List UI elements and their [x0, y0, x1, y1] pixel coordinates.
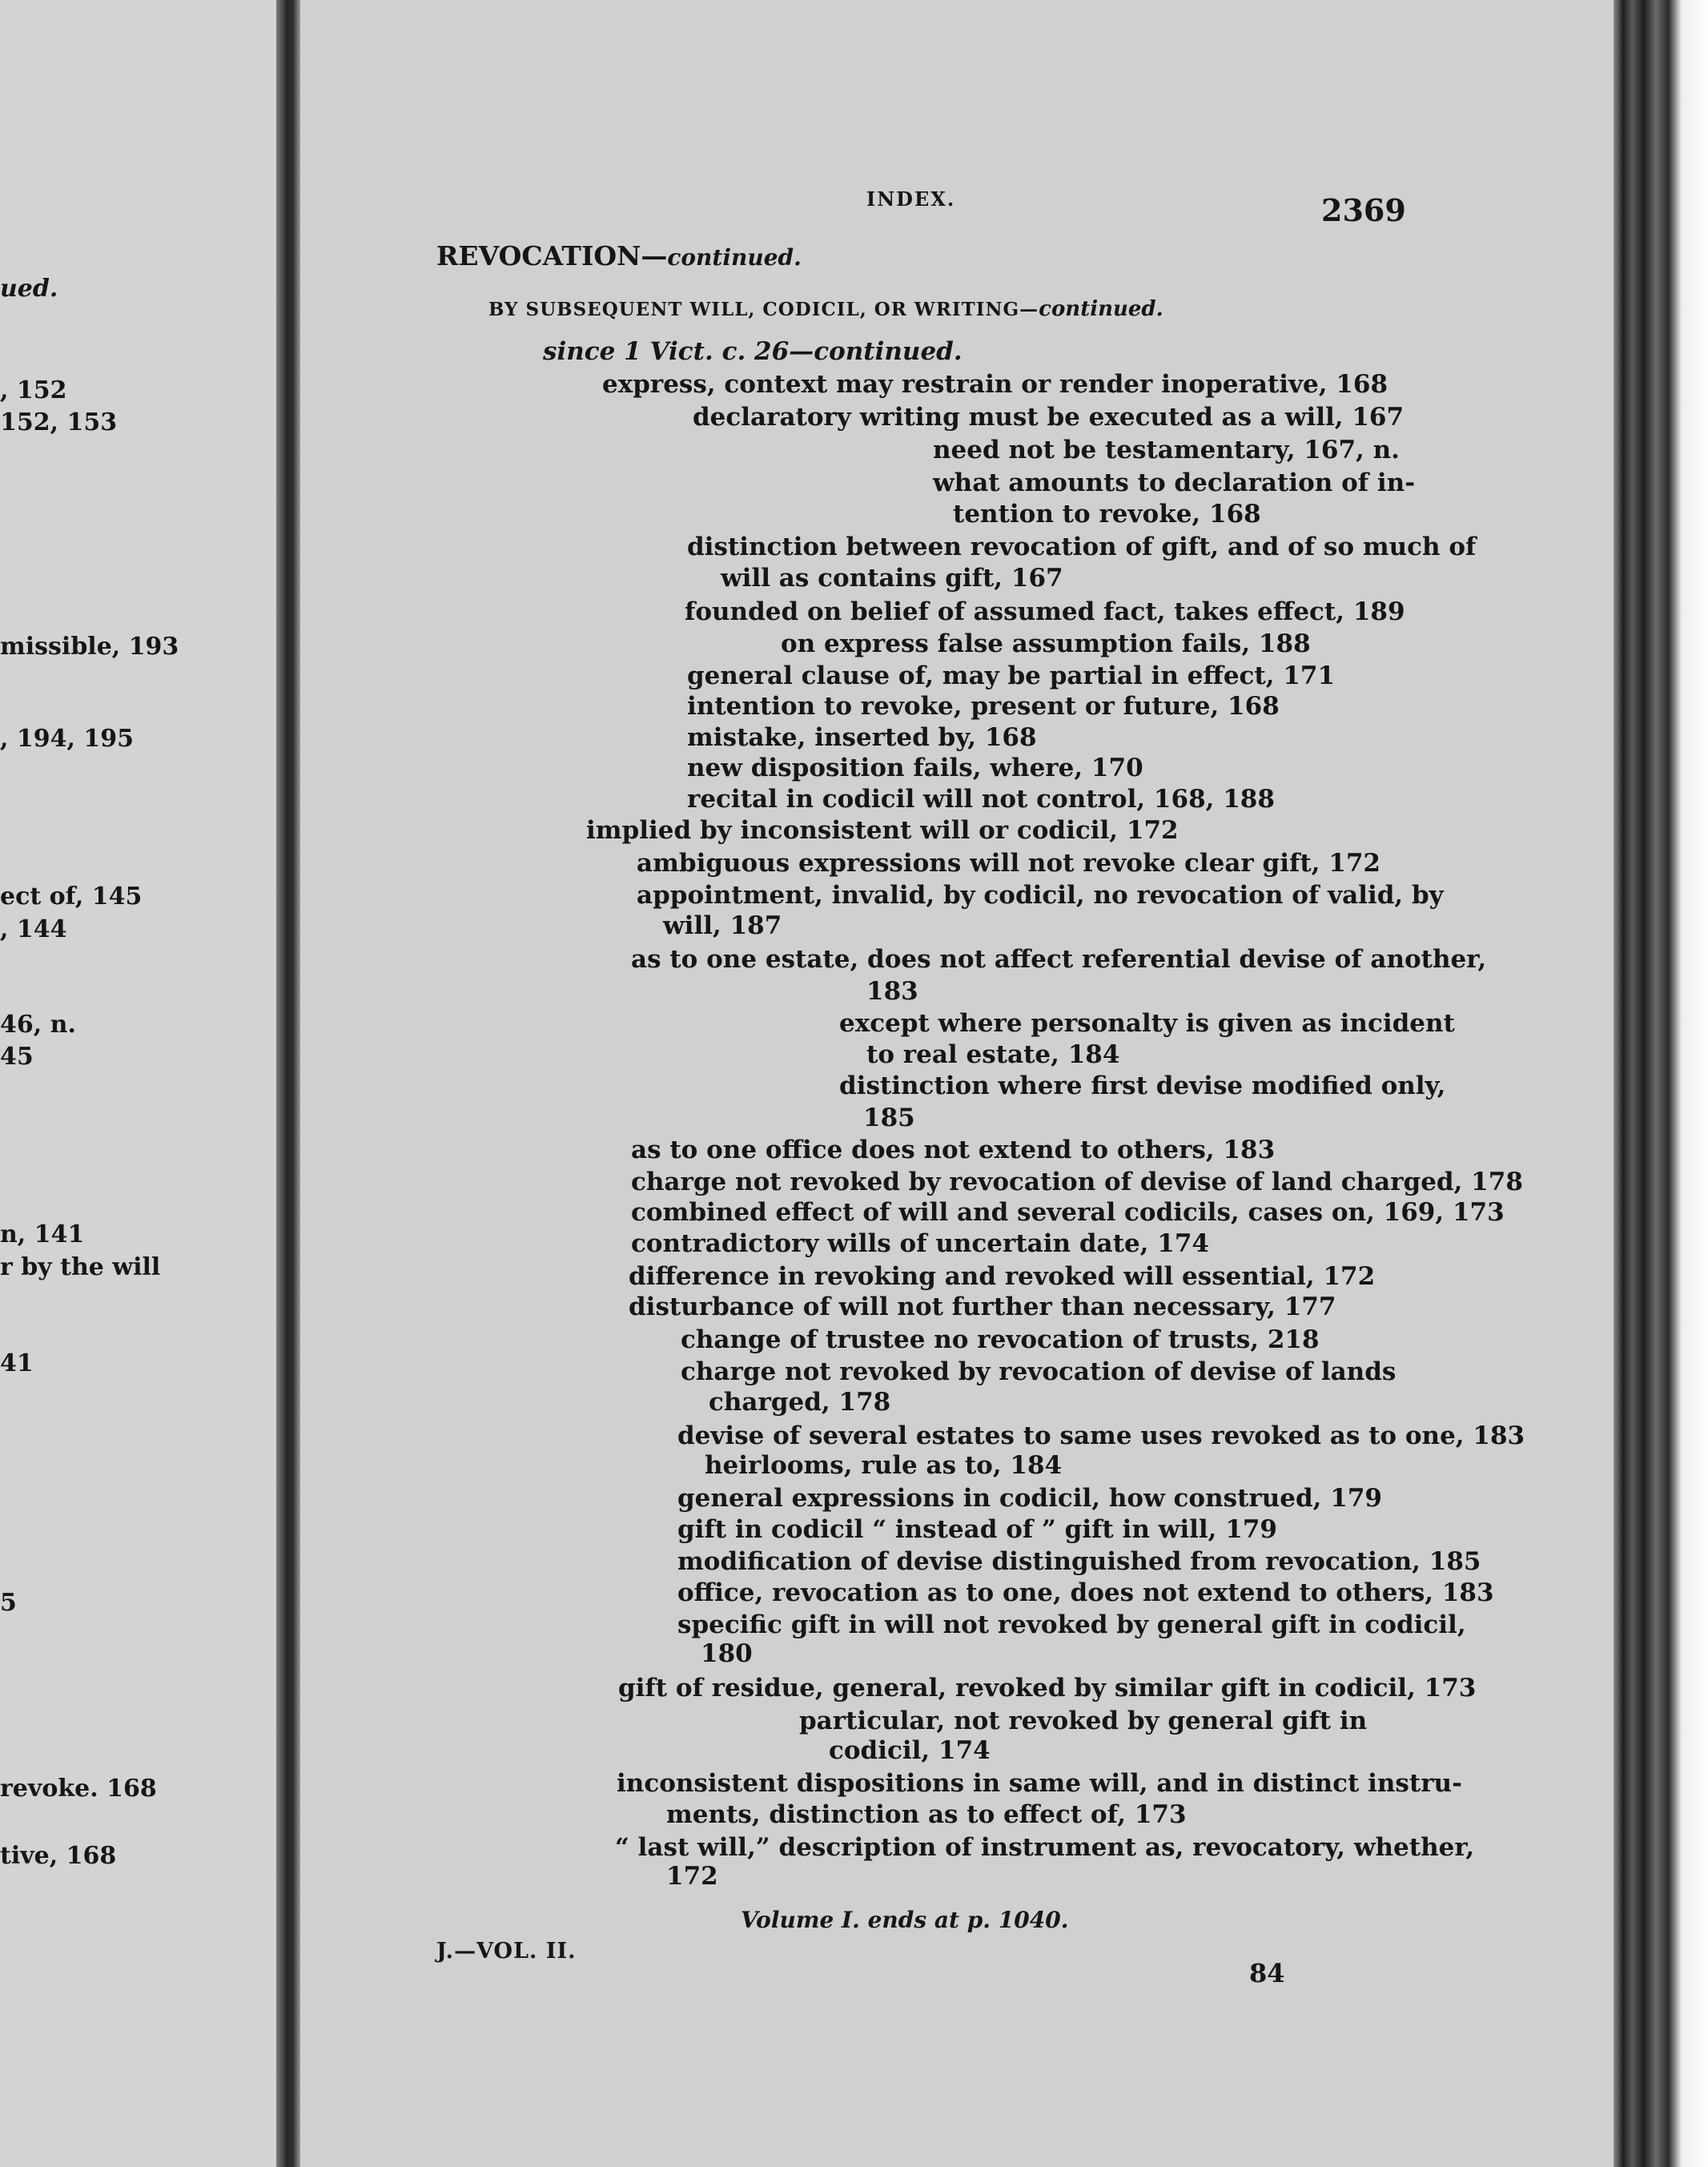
- index-entry: modification of devise distinguished from revocation, 185: [677, 1547, 1481, 1576]
- facing-page-fragment: ect of, 145: [0, 882, 143, 911]
- index-entry: appointment, invalid, by codicil, no revocation of valid, by: [637, 881, 1444, 910]
- index-entry: change of trustee no revocation of trusts, 218: [681, 1325, 1320, 1354]
- index-entry: specific gift in will not revoked by general gift in codicil,: [677, 1610, 1466, 1639]
- index-entry: mistake, inserted by, 168: [687, 723, 1037, 752]
- index-entry: devise of several estates to same uses revoked as to one, 183: [677, 1421, 1525, 1450]
- index-entry: will, 187: [663, 911, 782, 940]
- index-entry: founded on belief of assumed fact, takes effect, 189: [685, 597, 1405, 626]
- subheading-term: BY SUBSEQUENT WILL, CODICIL, OR WRITING—: [488, 299, 1039, 320]
- index-entry: declaratory writing must be executed as a will, 167: [693, 403, 1405, 432]
- index-entry: disturbance of will not further than necessary, 177: [629, 1293, 1336, 1321]
- heading-term: REVOCATION—: [436, 240, 668, 271]
- index-entry: general expressions in codicil, how construed, 179: [677, 1484, 1382, 1513]
- volume-note: Volume I. ends at p. 1040.: [741, 1907, 1069, 1933]
- index-entry: new disposition fails, where, 170: [687, 754, 1143, 782]
- index-entry: tention to revoke, 168: [953, 500, 1261, 529]
- facing-page-fragment: , 194, 195: [0, 725, 135, 753]
- facing-page-fragment: 5: [0, 1589, 17, 1617]
- facing-page-fragment: revoke. 168: [0, 1775, 157, 1803]
- index-entry: as to one estate, does not affect referential devise of another,: [631, 945, 1487, 974]
- page-edge-shadow: [1614, 0, 1708, 2167]
- index-entry: 172: [666, 1862, 718, 1891]
- index-entry: codicil, 174: [829, 1736, 991, 1765]
- index-entry: except where personalty is given as incident: [839, 1009, 1455, 1038]
- index-entry: distinction where first devise modified only,: [839, 1071, 1446, 1100]
- heading-continued: continued.: [667, 244, 802, 271]
- index-entry: ments, distinction as to effect of, 173: [666, 1800, 1187, 1829]
- index-entry: as to one office does not extend to others, 183: [631, 1136, 1276, 1164]
- since-continued: continued.: [814, 337, 963, 366]
- index-entry: on express false assumption fails, 188: [781, 629, 1311, 658]
- index-entry: to real estate, 184: [866, 1040, 1120, 1069]
- index-entry: general clause of, may be partial in effect, 171: [687, 661, 1336, 690]
- index-entry: charged, 178: [709, 1388, 891, 1417]
- signature-mark: J.—VOL. II.: [436, 1939, 577, 1964]
- index-entry: express, context may restrain or render inoperative, 168: [602, 370, 1389, 399]
- index-entry: heirlooms, rule as to, 184: [705, 1451, 1063, 1480]
- running-head: INDEX.: [866, 187, 956, 211]
- facing-page-fragment: r by the will: [0, 1253, 161, 1281]
- facing-page-fragment: tive, 168: [0, 1842, 117, 1870]
- index-entry: “ last will,” description of instrument as, revocatory, whether,: [615, 1833, 1475, 1862]
- index-entry: need not be testamentary, 167, n.: [933, 436, 1400, 464]
- index-entry: recital in codicil will not control, 168, 188: [687, 785, 1275, 814]
- index-entry: difference in revoking and revoked will essential, 172: [629, 1262, 1376, 1291]
- index-entry: inconsistent dispositions in same will, and in distinct instru-: [617, 1769, 1462, 1798]
- index-entry: 185: [863, 1104, 915, 1132]
- index-entry: 180: [701, 1639, 753, 1668]
- subheading-continued: continued.: [1039, 297, 1163, 321]
- facing-page-fragment: , 152: [0, 376, 67, 404]
- facing-page-fragment: missible, 193: [0, 633, 179, 661]
- index-heading: [436, 240, 802, 271]
- index-entry: contradictory wills of uncertain date, 174: [631, 1229, 1209, 1258]
- index-entry: ambiguous expressions will not revoke clear gift, 172: [637, 849, 1380, 878]
- facing-page-fragment: ued.: [0, 275, 58, 303]
- facing-page-fragment: n, 141: [0, 1220, 85, 1248]
- index-entry: gift of residue, general, revoked by similar gift in codicil, 173: [618, 1674, 1477, 1703]
- index-subsubheading: [543, 337, 963, 366]
- facing-page-fragment: , 144: [0, 915, 67, 943]
- index-entry: charge not revoked by revocation of devise of land charged, 178: [631, 1168, 1523, 1196]
- index-entry: what amounts to declaration of in-: [933, 468, 1416, 497]
- facing-page-fragment: 45: [0, 1043, 34, 1071]
- facing-page-edge: [0, 0, 276, 2167]
- facing-page-fragment: 152, 153: [0, 408, 118, 436]
- facing-page-fragment: 46, n.: [0, 1011, 76, 1039]
- page-number: 2369: [1321, 192, 1406, 228]
- index-entry: office, revocation as to one, does not extend to others, 183: [677, 1578, 1494, 1607]
- index-entry: intention to revoke, present or future, 168: [687, 692, 1280, 721]
- index-entry: combined effect of will and several codicils, cases on, 169, 173: [631, 1198, 1505, 1227]
- since-term: since 1 Vict. c. 26—: [543, 337, 814, 366]
- index-entry: particular, not revoked by general gift in: [799, 1707, 1368, 1735]
- index-entry: charge not revoked by revocation of devise of lands: [681, 1357, 1397, 1386]
- index-entry: will as contains gift, 167: [721, 564, 1063, 593]
- index-entry: 183: [866, 977, 918, 1006]
- sheet-number: 84: [1249, 1958, 1285, 1988]
- index-entry: distinction between revocation of gift, and of so much of: [687, 533, 1477, 561]
- index-entry: gift in codicil “ instead of ” gift in will, 179: [677, 1515, 1277, 1544]
- book-gutter: [276, 0, 300, 2167]
- index-entry: implied by inconsistent will or codicil, 172: [586, 816, 1179, 845]
- facing-page-fragment: 41: [0, 1349, 34, 1377]
- index-subheading: [488, 297, 1163, 321]
